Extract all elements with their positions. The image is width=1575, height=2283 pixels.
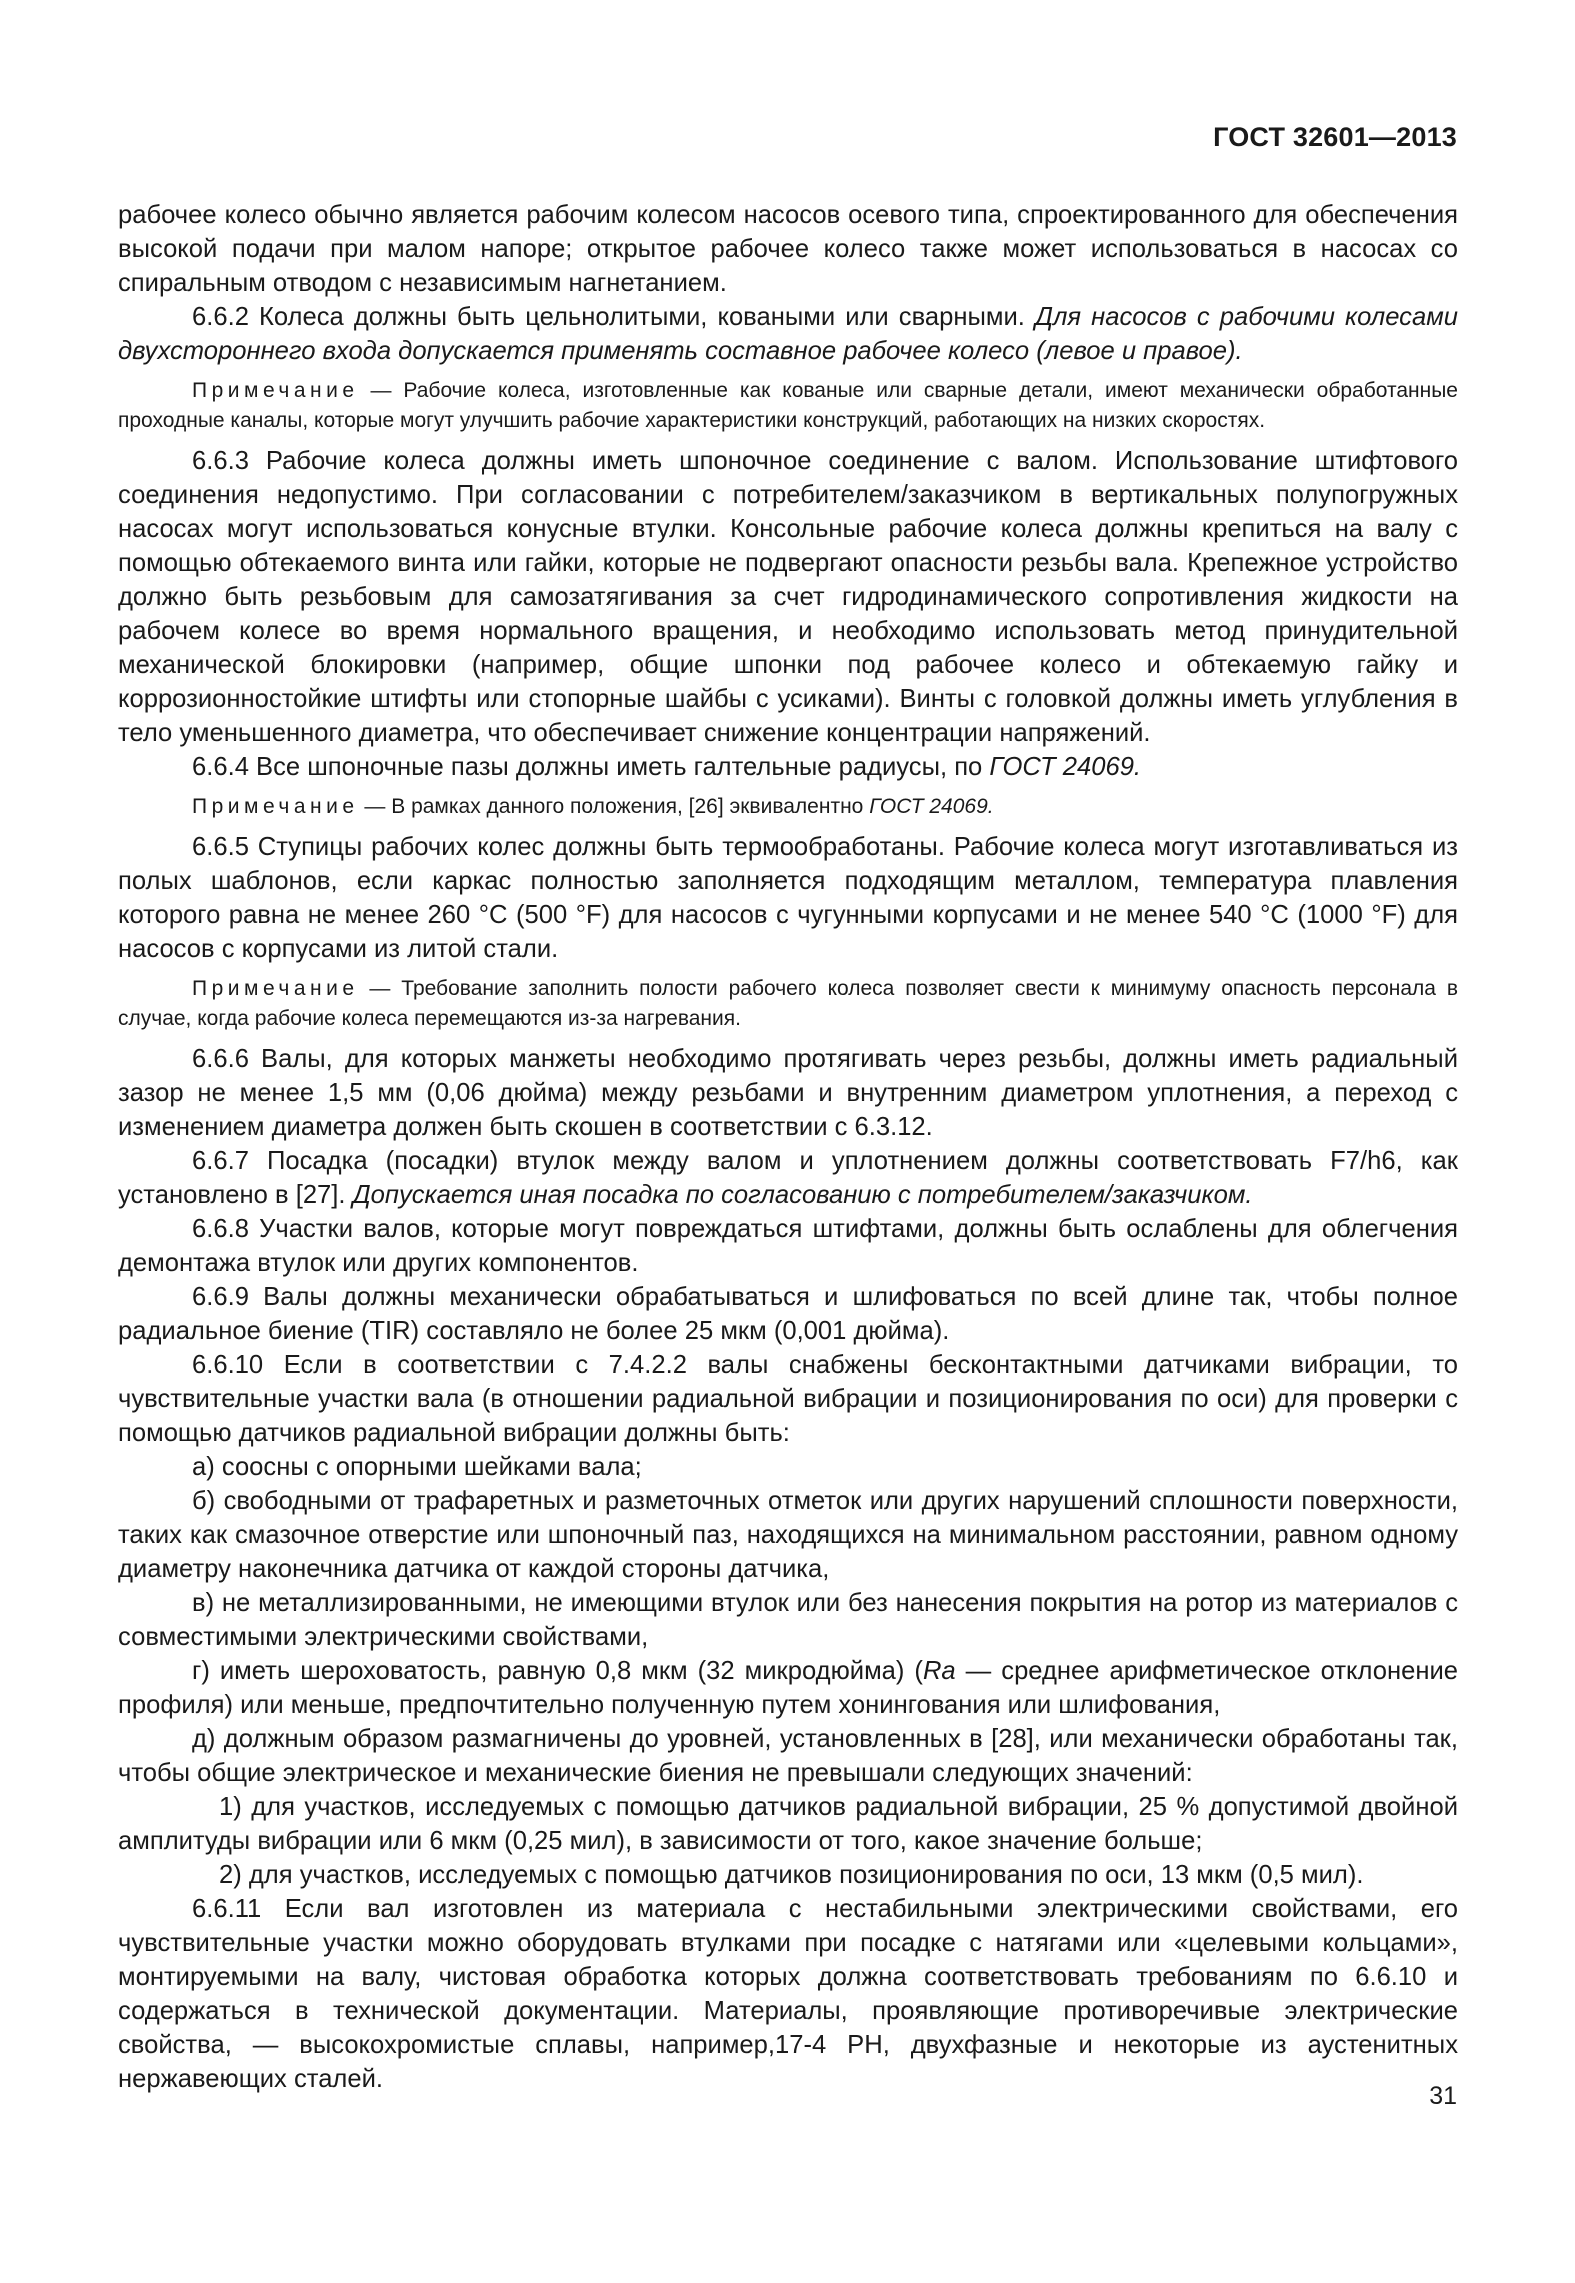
italic-text: Ra	[922, 1657, 956, 1685]
italic-text: ГОСТ 24069.	[869, 795, 994, 818]
page-number: 31	[1429, 2082, 1457, 2110]
paragraph-6-6-9: 6.6.9 Валы должны механически обрабатываться и шлифоваться по всей длине так, чтобы полное радиальное биение (TIR) составляло не более 25 мкм (0,001 дюйма).	[118, 1283, 1458, 1345]
paragraph-6-6-2: 6.6.2 Колеса должны быть цельнолитыми, коваными или сварными. Для насосов с рабочими колесами двухстороннего входа допускается применять составное рабочее колесо (левое и правое).	[118, 303, 1458, 365]
list-item-a: а) соосны с опорными шейками вала;	[192, 1453, 642, 1481]
paragraph-continuation: рабочее колесо обычно является рабочим колесом насосов осевого типа, спроектированного для обеспечения высокой подачи при малом напоре; открытое рабочее колесо также может использоваться в насосах со спиральным отводом с независимым нагнетанием.	[118, 201, 1458, 297]
page-content	[118, 198, 1458, 2096]
note-2: Примечание — В рамках данного положения, [26] эквивалентно ГОСТ 24069.	[192, 795, 994, 818]
note-label: Примечание	[192, 977, 359, 1000]
note-label: Примечание	[192, 379, 359, 402]
paragraph-6-6-11: 6.6.11 Если вал изготовлен из материала с нестабильными электрическими свойствами, его чувствительные участки можно оборудовать втулками при посадке с натягами или «целевыми кольцами», монтируемыми на валу, чистовая обработка которых должна соответствовать требованиям по 6.6.10 и содержаться в технической документации. Материалы, проявляющие противоречивые электрические свойства, — высокохромистые сплавы, например,17-4 РН, двухфазные и некоторые из аустенитных нержавеющих сталей.	[118, 1895, 1458, 2093]
sub-list-item-1: 1) для участков, исследуемых с помощью датчиков радиальной вибрации, 25 % допустимой двойной амплитуды вибрации или 6 мкм (0,25 мил), в зависимости от того, какое значение больше;	[118, 1793, 1458, 1855]
note-1: Примечание — Рабочие колеса, изготовленные как кованые или сварные детали, имеют механически обработанные проходные каналы, которые могут улучшить рабочие характеристики конструкций, работающих на низких скоростях.	[118, 379, 1458, 432]
paragraph-6-6-4: 6.6.4 Все шпоночные пазы должны иметь галтельные радиусы, по ГОСТ 24069.	[192, 753, 1142, 781]
list-item-b: б) свободными от трафаретных и разметочных отметок или других нарушений сплошности поверхности, таких как смазочное отверстие или шпоночный паз, находящихся на минимальном расстоянии, равном одному диаметру наконечника датчика от каждой стороны датчика,	[118, 1487, 1458, 1583]
paragraph-6-6-5: 6.6.5 Ступицы рабочих колес должны быть термообработаны. Рабочие колеса могут изготавливаться из полых шаблонов, если каркас полностью заполняется подходящим металлом, температура плавления которого равна не менее 260 °С (500 °F) для насосов с чугунными корпусами и не менее 540 °С (1000 °F) для насосов с корпусами из литой стали.	[118, 833, 1458, 963]
italic-text: ГОСТ 24069.	[989, 753, 1142, 781]
paragraph-6-6-10: 6.6.10 Если в соответствии с 7.4.2.2 валы снабжены бесконтактными датчиками вибрации, то чувствительные участки вала (в отношении радиальной вибрации и позиционирования по оси) для проверки с помощью датчиков радиальной вибрации должны быть:	[118, 1351, 1458, 1447]
note-label: Примечание	[192, 795, 359, 818]
note-3: Примечание — Требование заполнить полости рабочего колеса позволяет свести к минимуму опасность персонала в случае, когда рабочие колеса перемещаются из-за нагревания.	[118, 977, 1458, 1030]
sub-list-item-2: 2) для участков, исследуемых с помощью датчиков позиционирования по оси, 13 мкм (0,5 мил).	[219, 1861, 1364, 1889]
list-item-v: в) не металлизированными, не имеющими втулок или без нанесения покрытия на ротор из материалов с совместимыми электрическими свойствами,	[118, 1589, 1458, 1651]
document-number: ГОСТ 32601—2013	[1213, 122, 1457, 152]
paragraph-6-6-6: 6.6.6 Валы, для которых манжеты необходимо протягивать через резьбы, должны иметь радиальный зазор не менее 1,5 мм (0,06 дюйма) между резьбами и внутренним диаметром уплотнения, а переход с изменением диаметра должен быть скошен в соответствии с 6.3.12.	[118, 1045, 1458, 1141]
list-item-d: д) должным образом размагничены до уровней, установленных в [28], или механически обработаны так, чтобы общие электрическое и механические биения не превышали следующих значений:	[118, 1725, 1458, 1787]
paragraph-6-6-3: 6.6.3 Рабочие колеса должны иметь шпоночное соединение с валом. Использование штифтового соединения недопустимо. При согласовании с потребителем/заказчиком в вертикальных полупогружных насосах могут использоваться конусные втулки. Консольные рабочие колеса должны крепиться на валу с помощью обтекаемого винта или гайки, которые не подвергают опасности резьбы вала. Крепежное устройство должно быть резьбовым для самозатягивания за счет гидродинамического сопротивления жидкости на рабочем колесе во время нормального вращения, и необходимо использовать метод принудительной механической блокировки (например, общие шпонки под рабочее колесо и обтекаемую гайку и коррозионностойкие штифты или стопорные шайбы с усиками). Винты с головкой должны иметь углубления в тело уменьшенного диаметра, что обеспечивает снижение концентрации напряжений.	[118, 447, 1458, 747]
paragraph-6-6-8: 6.6.8 Участки валов, которые могут повреждаться штифтами, должны быть ослаблены для облегчения демонтажа втулок или других компонентов.	[118, 1215, 1458, 1277]
italic-text: Для насосов с рабочими колесами двухстороннего входа допускается применять составное рабочее колесо (левое и правое).	[118, 303, 1458, 365]
italic-text: Допускается иная посадка по согласованию с потребителем/заказчиком.	[352, 1181, 1253, 1209]
paragraph-6-6-7: 6.6.7 Посадка (посадки) втулок между валом и уплотнением должны соответствовать F7/h6, как установлено в [27]. Допускается иная посадка по согласованию с потребителем/заказчиком.	[118, 1147, 1458, 1209]
list-item-g: г) иметь шероховатость, равную 0,8 мкм (32 микродюйма) (Ra — среднее арифметическое отклонение профиля) или меньше, предпочтительно полученную путем хонингования или шлифования,	[118, 1657, 1459, 1719]
